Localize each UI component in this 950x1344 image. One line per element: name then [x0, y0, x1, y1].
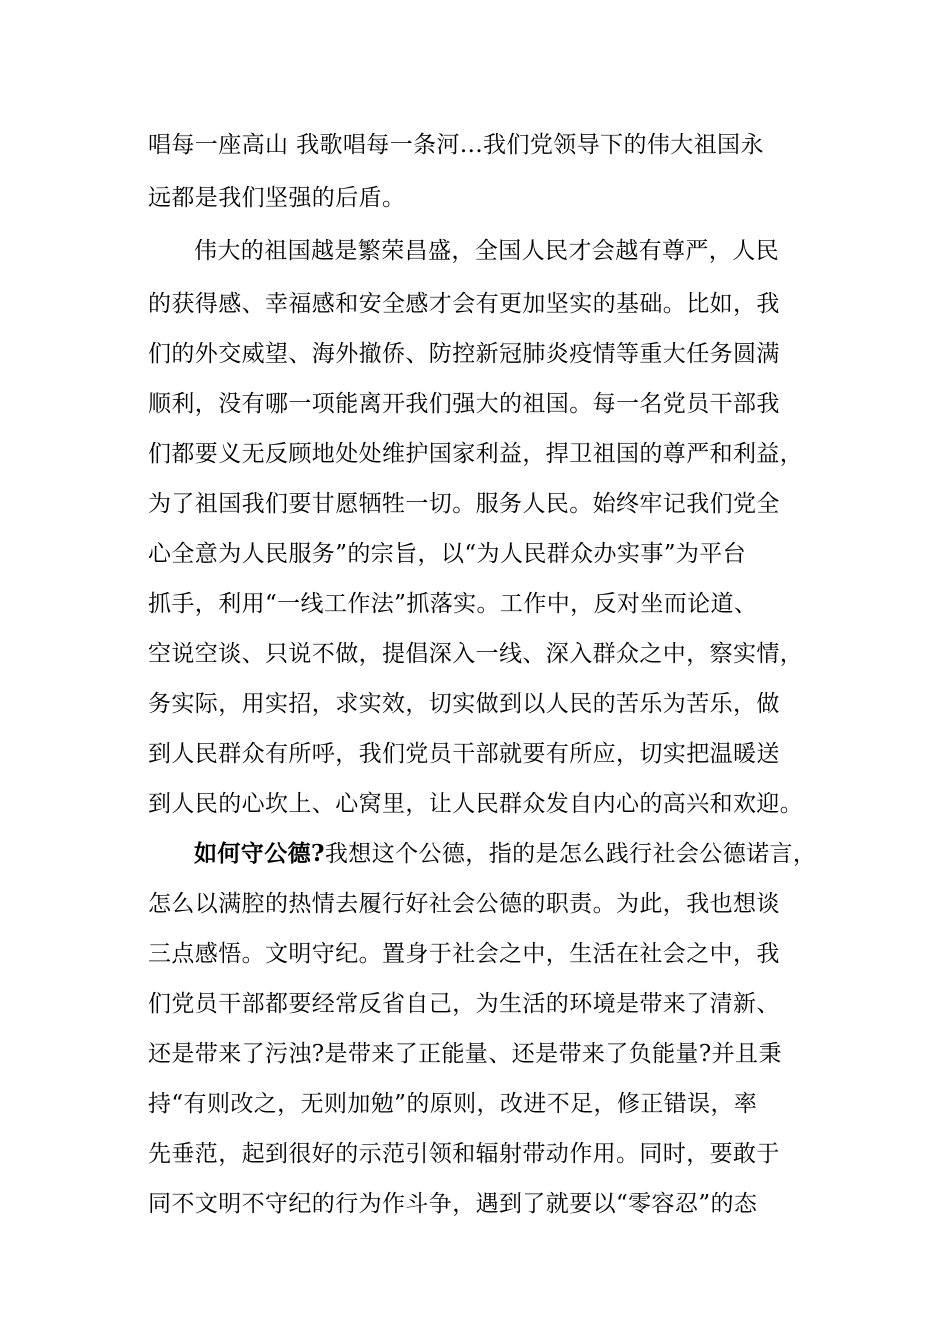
text-line: 到人民群众有所呼，我们党员干部就要有所应，切实把温暖送 [148, 741, 780, 767]
text-line: 先垂范，起到很好的示范引领和辐射带动作用。同时，要敢于 [148, 1141, 780, 1167]
text-line: 空说空谈、只说不做，提倡深入一线、深入群众之中，察实情， [148, 641, 804, 667]
text-line: 为了祖国我们要甘愿牺牲一切。服务人民。始终牢记我们党全 [148, 491, 780, 517]
paragraph-start-line [194, 839, 874, 869]
text-line: 们的外交威望、海外撤侨、防控新冠肺炎疫情等重大任务圆满 [148, 341, 780, 367]
text-line: 远都是我们坚强的后盾。 [148, 185, 406, 211]
text-line: 心全意为人民服务”的宗旨，以“为人民群众办实事”为平台 [148, 541, 747, 567]
section-heading: 如何守公德? [194, 840, 325, 867]
text-line: 还是带来了污浊?是带来了正能量、还是带来了负能量?并且秉 [148, 1041, 782, 1067]
text-line: 顺利，没有哪一项能离开我们强大的祖国。每一名党员干部我 [148, 391, 780, 417]
text-line: 唱每一座高山 我歌唱每一条河...我们党领导下的伟大祖国永 [148, 132, 764, 158]
text-line: 们都要义无反顾地处处维护国家利益，捍卫祖国的尊严和利益， [148, 441, 804, 467]
text-line: 们党员干部都要经常反省自己，为生活的环境是带来了清新、 [148, 991, 780, 1017]
text-line: 抓手，利用“一线工作法”抓落实。工作中，反对坐而论道、 [148, 591, 758, 617]
text-line: 同不文明不守纪的行为作斗争，遇到了就要以“零容忍”的态 [148, 1191, 758, 1217]
heading-followup-text: 我想这个公德，指的是怎么践行社会公德诺言， [324, 841, 817, 867]
text-line: 三点感悟。文明守纪。置身于社会之中，生活在社会之中，我 [148, 941, 780, 967]
text-line: 持“有则改之，无则加勉”的原则，改进不足，修正错误，率 [148, 1091, 758, 1117]
text-line: 务实际，用实招，求实效，切实做到以人民的苦乐为苦乐，做 [148, 691, 780, 717]
paragraph-start-line: 伟大的祖国越是繁荣昌盛，全国人民才会越有尊严，人民 [194, 238, 779, 264]
text-line: 到人民的心坎上、心窝里，让人民群众发自内心的高兴和欢迎。 [148, 791, 804, 817]
text-line: 的获得感、幸福感和安全感才会有更加坚实的基础。比如，我 [148, 291, 780, 317]
text-line: 怎么以满腔的热情去履行好社会公德的职责。为此，我也想谈 [148, 891, 780, 917]
